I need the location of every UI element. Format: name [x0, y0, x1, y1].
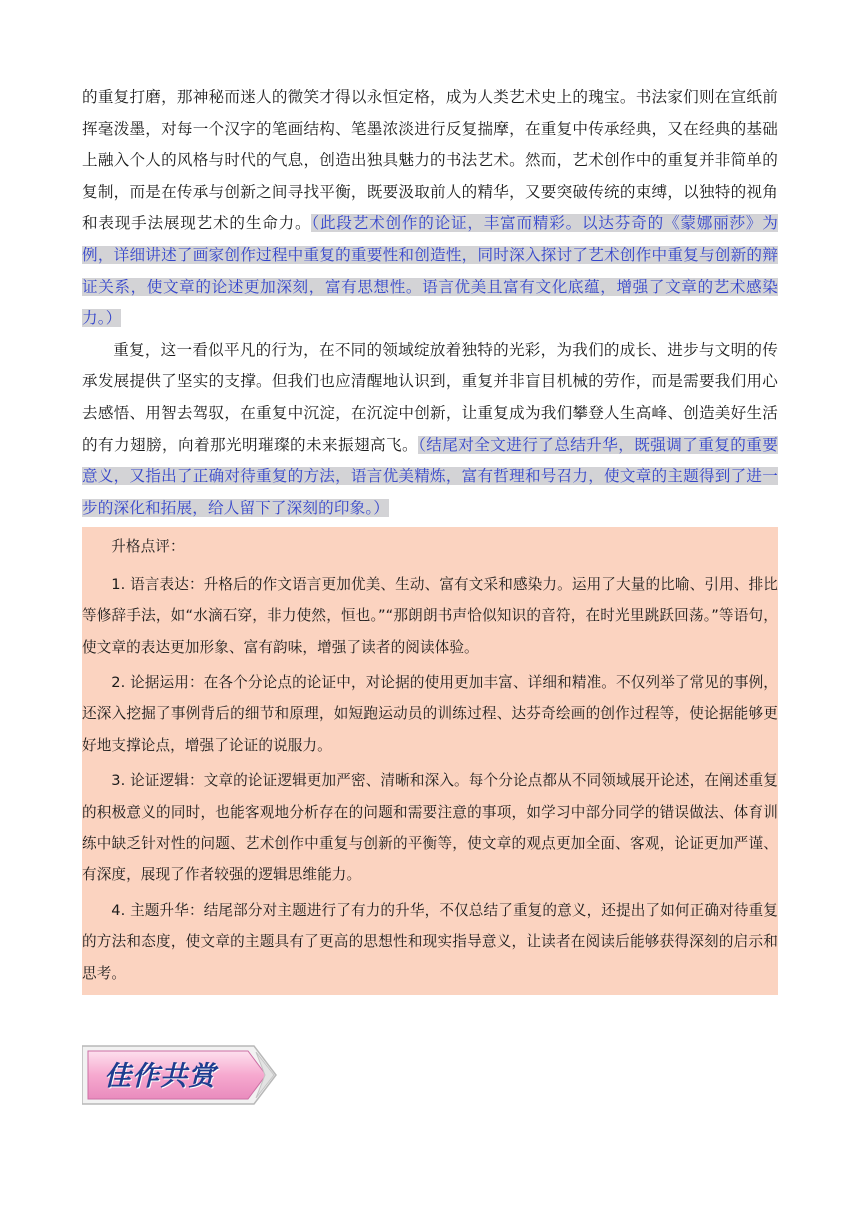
essay-paragraph-2-comment: （结尾对全文进行了总结升华，既强调了重复的重要意义，又指出了正确对待重复的方法，语言优美精炼，富有哲理和号召力，使文章的主题得到了进一步的深化和拓展，给人留下了深刻的印象。）	[82, 435, 778, 517]
essay-paragraph-1-comment: （此段艺术创作的论证，丰富而精彩。以达芬奇的《蒙娜丽莎》为例，详细讲述了画家创作过程中重复的重要性和创造性，同时深入探讨了艺术创作中重复与创新的辩证关系，使文章的论述更加深刻，富有思想性。语言优美且富有文化底蕴，增强了文章的艺术感染力。）	[82, 214, 778, 328]
section-banner	[82, 1044, 278, 1106]
review-item-evidence: 2. 论据运用：在各个分论点的论证中，对论据的使用更加丰富、详细和精准。不仅列举了常见的事例，还深入挖掘了事例背后的细节和原理，如短跑运动员的训练过程、达芬奇绘画的创作过程等，使论据能够更好地支撑论点，增强了论证的说服力。	[82, 673, 778, 754]
review-item-logic: 3. 论证逻辑：文章的论证逻辑更加严密、清晰和深入。每个分论点都从不同领域展开论述，在阐述重复的积极意义的同时，也能客观地分析存在的问题和需要注意的事项，如学习中部分同学的错误做法、体育训练中缺乏针对性的问题、艺术创作中重复与创新的平衡等，使文章的观点更加全面、客观，论证更加严谨、有深度，展现了作者较强的逻辑思维能力。	[82, 772, 778, 884]
review-section	[82, 527, 778, 995]
review-item-theme: 4. 主题升华：结尾部分对主题进行了有力的升华，不仅总结了重复的意义，还提出了如何正确对待重复的方法和态度，使文章的主题具有了更高的思想性和现实指导意义，让读者在阅读后能够获得深刻的启示和思考。	[82, 901, 778, 982]
essay-paragraph-1	[82, 82, 778, 335]
document-page	[82, 82, 778, 995]
essay-paragraph-2-text: 重复，这一看似平凡的行为，在不同的领域绽放着独特的光彩，为我们的成长、进步与文明的传承发展提供了坚实的支撑。但我们也应清醒地认识到，重复并非盲目机械的劳作，而是需要我们用心去感悟、用智去驾驭，在重复中沉淀，在沉淀中创新，让重复成为我们攀登人生高峰、创造美好生活的有力翅膀，向着那光明璀璨的未来振翅高飞。	[82, 340, 778, 454]
review-item-language: 1. 语言表达：升格后的作文语言更加优美、生动、富有文采和感染力。运用了大量的比喻、引用、排比等修辞手法，如“水滴石穿，非力使然，恒也。”“那朗朗书声恰似知识的音符，在时光里跳跃回荡。”等语句，使文章的表达更加形象、富有韵味，增强了读者的阅读体验。	[82, 575, 778, 656]
review-title: 升格点评：	[111, 538, 185, 556]
essay-paragraph-2	[82, 335, 778, 525]
banner-label: 佳作共赏	[104, 1061, 216, 1092]
essay-paragraph-1-text: 的重复打磨，那神秘而迷人的微笑才得以永恒定格，成为人类艺术史上的瑰宝。书法家们则在宣纸前挥毫泼墨，对每一个汉字的笔画结构、笔墨浓淡进行反复揣摩，在重复中传承经典，又在经典的基础上融入个人的风格与时代的气息，创造出独具魅力的书法艺术。然而，艺术创作中的重复并非简单的复制，而是在传承与创新之间寻找平衡，既要汲取前人的精华，又要突破传统的束缚，以独特的视角和表现手法展现艺术的生命力。	[82, 88, 778, 233]
